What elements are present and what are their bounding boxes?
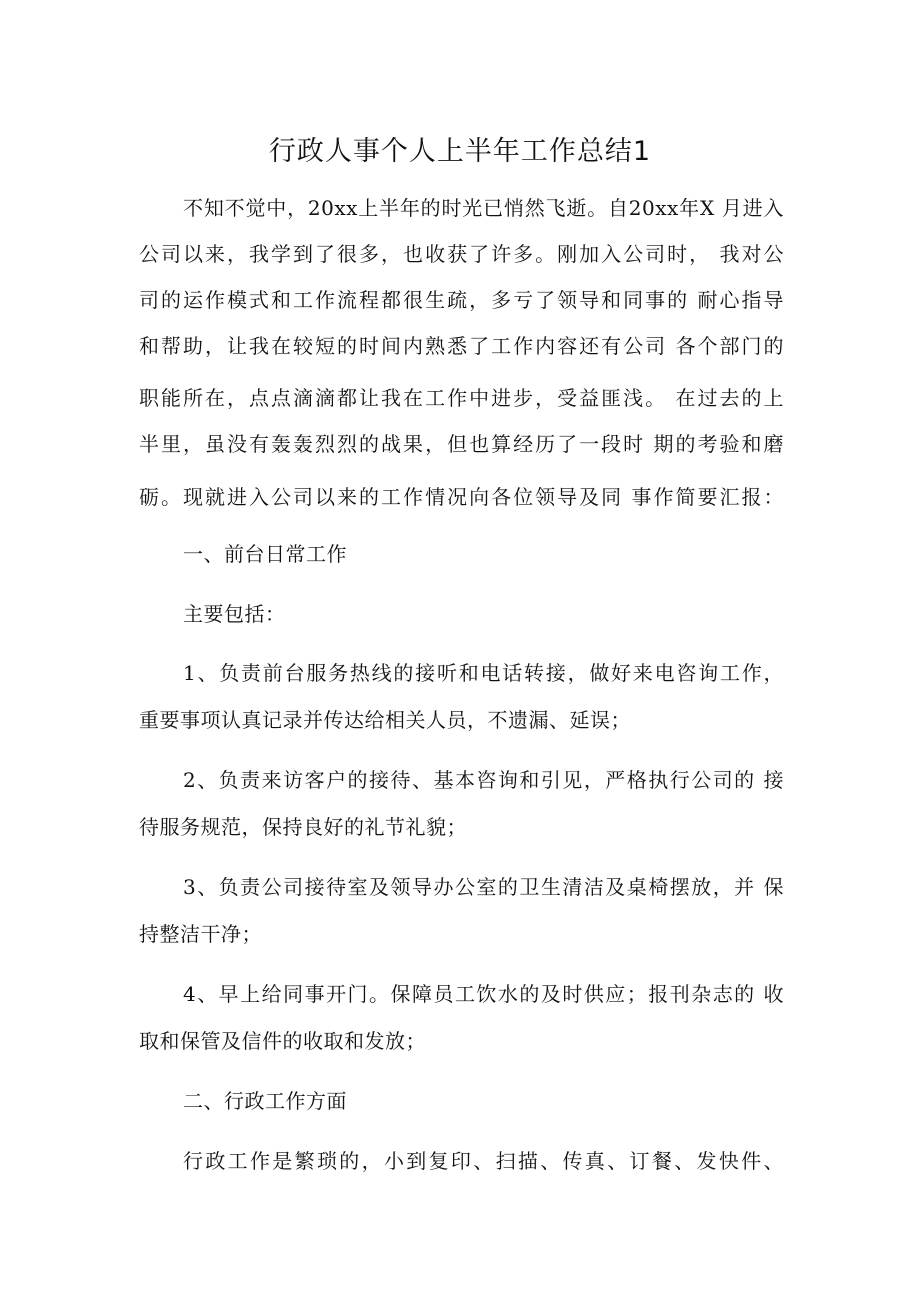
paragraph-line: 公司以来，我学到了很多，也收获了许多。刚加入公司时， 我对公 [139,242,784,266]
list-item-line: 取和保管及信件的收取和发放； [139,1029,426,1053]
paragraph-line: 不知不觉中，20xx上半年的时光已悄然飞逝。自20xx年X 月进入 [183,196,784,220]
paragraph-line: 职能所在，点点滴滴都让我在工作中进步，受益匪浅。 在过去的上 [139,386,784,410]
list-item-line: 1、负责前台服务热线的接听和电话转接，做好来电咨询工作， [183,661,784,685]
list-item-line: 持整洁干净； [139,922,262,946]
paragraph-line: 主要包括： [183,602,286,626]
paragraph-line: 砺。现就进入公司以来的工作情况向各位领导及同 事作简要汇报： [139,485,784,509]
paragraph-line: 半里，虽没有轰轰烈烈的战果，但也算经历了一段时 期的考验和磨 [139,432,784,456]
section-heading: 二、行政工作方面 [183,1089,347,1113]
paragraph-line: 和帮助，让我在较短的时间内熟悉了工作内容还有公司 各个部门的 [139,334,784,358]
list-item-line: 重要事项认真记录并传达给相关人员，不遗漏、延误； [139,708,631,732]
list-item-line: 2、负责来访客户的接待、基本咨询和引见，严格执行公司的 接 [183,768,784,792]
list-item-line: 4、早上给同事开门。保障员工饮水的及时供应；报刊杂志的 收 [183,982,784,1006]
document-title: 行政人事个人上半年工作总结1 [268,136,652,167]
paragraph-line: 司的运作模式和工作流程都很生疏，多亏了领导和同事的 耐心指导 [139,288,784,312]
paragraph-line: 行政工作是繁琐的，小到复印、扫描、传真、订餐、发快件、 [183,1149,784,1173]
list-item-line: 3、负责公司接待室及领导办公室的卫生清洁及桌椅摆放，并 保 [183,875,784,899]
list-item-line: 待服务规范，保持良好的礼节礼貌； [139,815,467,839]
section-heading: 一、前台日常工作 [183,542,347,566]
